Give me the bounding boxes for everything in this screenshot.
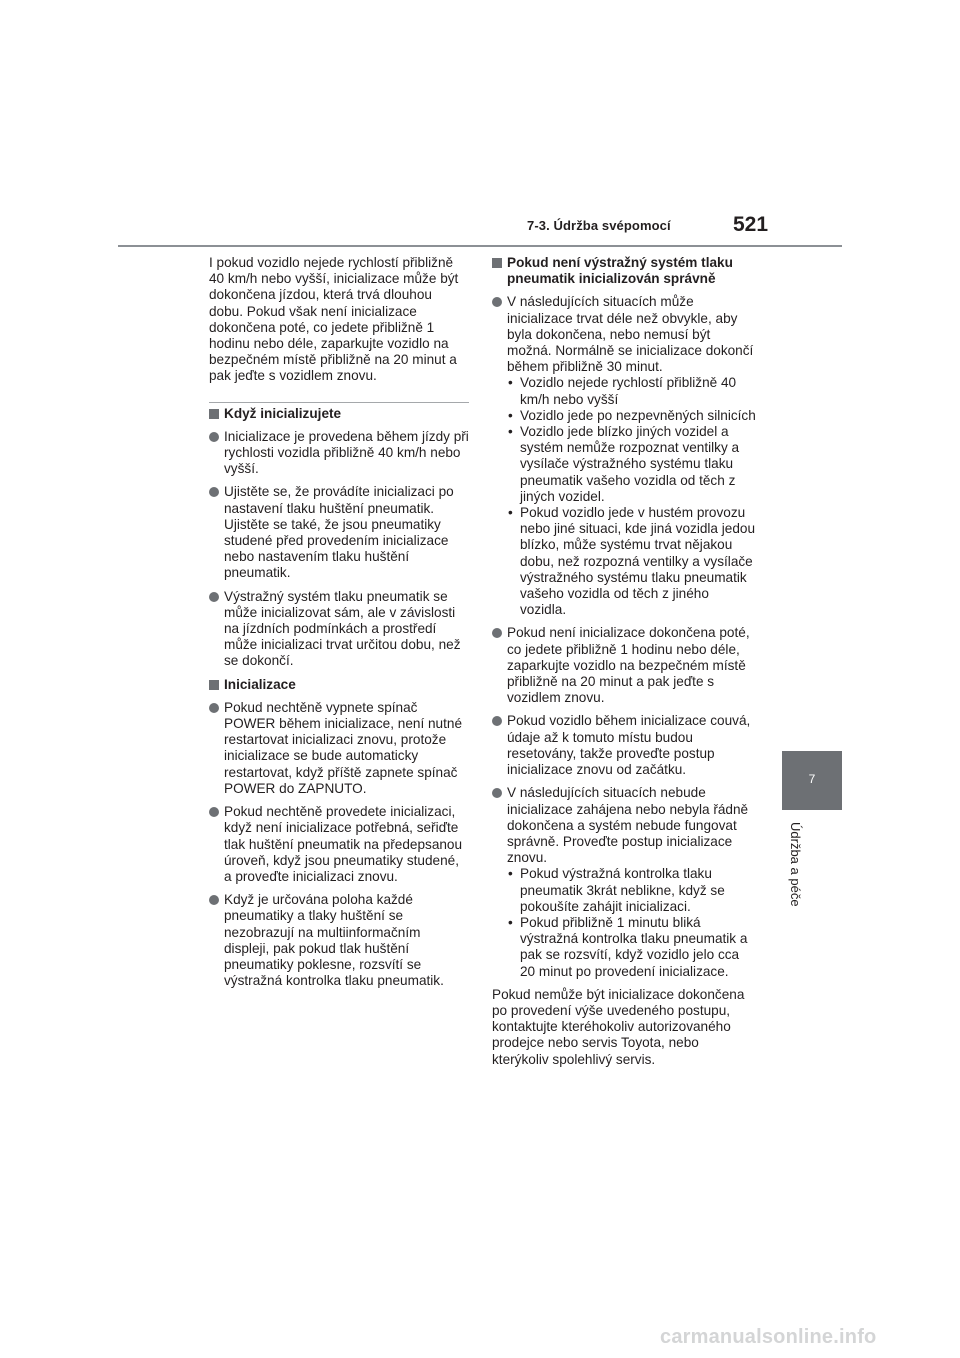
section-heading [209, 406, 469, 422]
list-item-text: Inicializace je provedena během jízdy při rychlosti vozidla přibližně 40 km/h nebo vyšší. [224, 428, 469, 477]
circle-bullet-icon [209, 807, 219, 817]
list-item-text: Pokud vozidlo během inicializace couvá, údaje až k tomuto místu budou resetovány, takže proveďte postup inicializace znovu od začátku. [507, 713, 751, 778]
list-item-text: Pokud nechtěně provedete inicializaci, když není inicializace potřebná, seřiďte tlak huštění pneumatik na předepsanou úroveň, když jsou pneumatiky studené, a proveďte inicializaci znovu. [224, 804, 463, 884]
list-item-text: Ujistěte se, že provádíte inicializaci po nastavení tlaku huštění pneumatik. Ujistěte se také, že jsou pneumatiky studené před provedením inicializace nebo nastavením tlaku huštění pneumatik. [224, 484, 454, 581]
section-heading-text: Když inicializujete [224, 405, 342, 421]
square-bullet-icon [209, 680, 219, 690]
page-number: 521 [733, 213, 769, 236]
list-item [209, 804, 469, 885]
chapter-tab: 7 [782, 751, 842, 810]
circle-bullet-icon [209, 592, 219, 602]
square-bullet-icon [209, 409, 219, 419]
list-item-text: Když je určována poloha každé pneumatiky a tlaky huštění se nezobrazují na multiinformačním displeji, pak pokud tlak huštění pneumatiky poklesne, rozsvítí se výstražná kontrolka tlaku pneumatik. [224, 892, 444, 989]
list-item [209, 429, 469, 478]
list-item [492, 294, 756, 618]
circle-bullet-icon [209, 487, 219, 497]
left-column [209, 255, 469, 996]
header-rule [118, 245, 842, 247]
circle-bullet-icon [209, 703, 219, 713]
sub-list [507, 866, 756, 979]
circle-bullet-icon [492, 628, 502, 638]
list-item-text: V následujících situacích nebude inicializace zahájena nebo nebyla řádně dokončena a systém nebude fungovat správně. Proveďte postup inicializace znovu. [507, 785, 749, 866]
list-item [492, 625, 756, 706]
circle-bullet-icon [492, 716, 502, 726]
circle-bullet-icon [209, 895, 219, 905]
list-item-text: V následujících situacích může inicializace trvat déle než obvykle, aby byla dokončena, nebo nemusí být možná. Normálně se inicializace dokončí během přibližně 30 minut. [507, 294, 754, 375]
chapter-label-box [788, 822, 808, 942]
circle-bullet-icon [209, 432, 219, 442]
list-item [209, 484, 469, 581]
sub-list-item: • Pokud výstražná kontrolka tlaku pneumatik 3krát neblikne, když se pokoušíte zahájit inicializaci. [507, 866, 756, 915]
section-heading [209, 677, 469, 693]
sub-list-item: • Vozidlo nejede rychlostí přibližně 40 km/h nebo vyšší [507, 375, 756, 407]
list-item [209, 589, 469, 670]
sub-list-item: • Pokud vozidlo jede v hustém provozu nebo jiné situaci, kde jiná vozidla jedou blízko, může systému trvat nějakou dobu, než rozpozná ventilky a vysílače výstražného systému tlaku pneumatik vašeho vozidla od těch z jiného vozidla. [507, 505, 756, 618]
right-column [492, 255, 756, 1068]
sub-list-item: • Vozidlo jede blízko jiných vozidel a systém nemůže rozpoznat ventilky a vysílače výstražného systému tlaku pneumatik vašeho vozidla od těch z jiných vozidel. [507, 424, 756, 505]
section-heading-text: Pokud není výstražný systém tlaku pneumatik inicializován správně [507, 255, 733, 287]
list-item [492, 713, 756, 778]
intro-paragraph: I pokud vozidlo nejede rychlostí přibližně 40 km/h nebo vyšší, inicializace může být dokončena jízdou, která trvá dlouhou dobu. Pokud však není inicializace dokončena poté, co jedete přibližně 1 hodinu nebo déle, zaparkujte vozidlo na bezpečném místě přibližně na 20 minut a pak jeďte s vozidlem znovu. [209, 255, 459, 384]
section-title: 7-3. Údržba svépomocí [527, 218, 671, 233]
list-item-text: Pokud nechtěně vypnete spínač POWER během inicializace, není nutné restartovat inicializaci znovu, protože inicializace se bude automaticky restartovat, když příště zapnete spínač POWER do ZAPNUTO. [224, 699, 463, 796]
watermark-logo: carmanualsonline.info [660, 1326, 877, 1348]
sub-list-item: • Vozidlo jede po nezpevněných silnicích [507, 408, 756, 424]
list-item-text: Pokud není inicializace dokončena poté, co jedete přibližně 1 hodinu nebo déle, zaparkujte vozidlo na bezpečném místě přibližně na 20 minut a pak jeďte s vozidlem znovu. [507, 625, 750, 706]
chapter-label: Údržba a péče [788, 822, 803, 907]
circle-bullet-icon [492, 788, 502, 798]
section-heading [492, 255, 756, 287]
list-item [492, 785, 756, 979]
list-item-text: Výstražný systém tlaku pneumatik se může inicializovat sám, ale v závislosti na jízdních podmínkách a prostředí může inicializaci trvat určitou dobu, než se dokončí. [224, 588, 461, 669]
square-bullet-icon [492, 258, 502, 268]
section-heading-text: Inicializace [224, 676, 296, 692]
list-item [209, 892, 469, 989]
circle-bullet-icon [492, 297, 502, 307]
sub-list-item: • Pokud přibližně 1 minutu bliká výstražná kontrolka tlaku pneumatik a pak se rozsvítí, když vozidlo jelo cca 20 minut po provedení inicializace. [507, 915, 756, 980]
list-item [209, 700, 469, 797]
sub-list [507, 375, 756, 618]
section-divider [209, 402, 469, 403]
closing-paragraph: Pokud nemůže být inicializace dokončena po provedení výše uvedeného postupu, kontaktujte kteréhokoliv autorizovaného prodejce nebo servis Toyota, nebo kterýkoliv spolehlivý servis. [492, 986, 745, 1067]
